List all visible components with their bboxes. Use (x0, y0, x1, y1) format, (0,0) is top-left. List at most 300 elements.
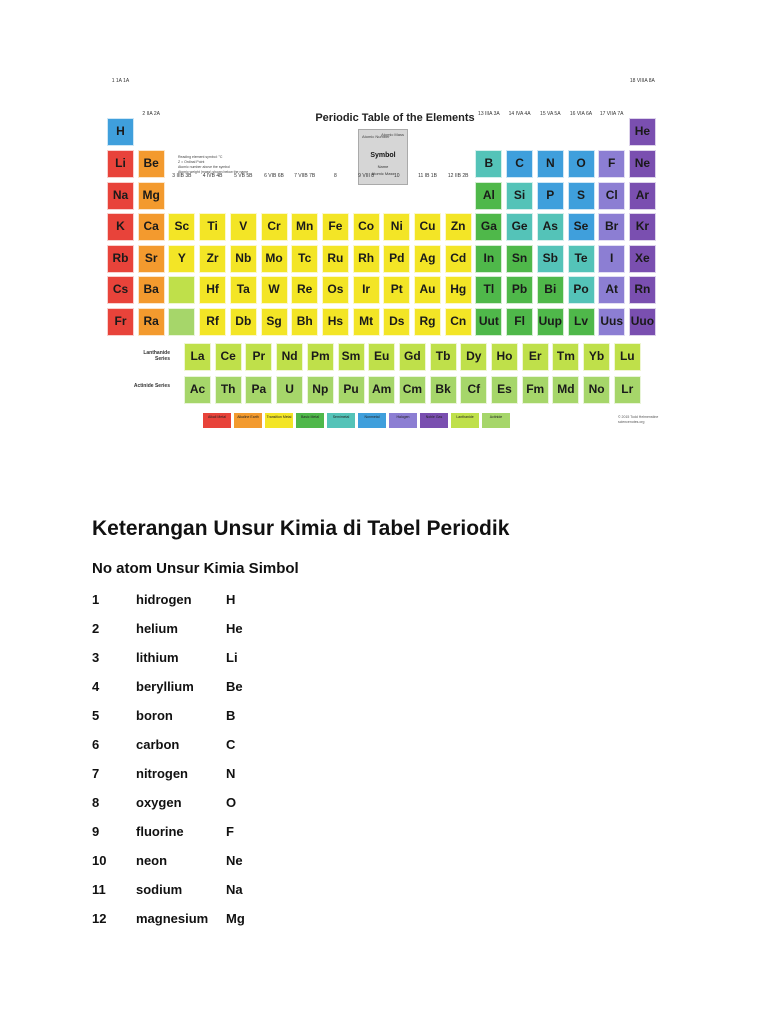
element-cell-cs (107, 276, 134, 304)
element-symbol: Ce (220, 349, 236, 363)
element-symbol: Nb (235, 250, 252, 265)
element-symbol: Kr (635, 219, 650, 233)
element-symbol: Ra (143, 313, 159, 328)
element-symbol: Uup (538, 313, 562, 328)
element-symbol: Xe (635, 250, 650, 265)
legend-swatch: Nonmetal (358, 413, 386, 428)
element-symbol: Cl (605, 187, 618, 202)
element-cell-no (583, 376, 610, 404)
element-symbol: Sm (341, 349, 361, 363)
element-cell-au (414, 276, 441, 304)
element-symbol: Ds (389, 313, 405, 328)
key-atomic-mass: Atomic Mass (381, 132, 404, 137)
group-label: 18 VIIIA 8A (629, 78, 655, 84)
element-symbol: Zr (206, 250, 219, 265)
element-cell-fr (107, 308, 134, 336)
element-symbol: Pb (511, 282, 528, 296)
key-mass-label: Atomic Mass (371, 171, 395, 176)
group-label: 10 (394, 173, 400, 179)
element-symbol: He (226, 621, 243, 636)
element-cell-rb (107, 245, 134, 273)
element-symbol: Mt (359, 313, 374, 328)
element-cell-ce (215, 343, 242, 371)
element-cell-po (568, 276, 595, 304)
row-number: 8 (92, 795, 100, 810)
element-name: boron (136, 708, 173, 723)
legend-swatch: Lanthanide (451, 413, 479, 428)
element-symbol: Hf (206, 282, 219, 296)
element-symbol: Au (419, 282, 436, 296)
element-cell-lu (614, 343, 641, 371)
row-number: 6 (92, 737, 100, 752)
element-symbol: Tl (483, 282, 495, 296)
element-cell-cr (261, 213, 288, 241)
table-note (178, 155, 288, 175)
element-symbol: Ar (635, 187, 650, 202)
element-symbol: U (285, 382, 294, 396)
element-cell-mt (353, 308, 380, 336)
element-name: sodium (136, 882, 183, 897)
element-symbol: Cm (402, 382, 423, 396)
element-cell-yb (583, 343, 610, 371)
element-cell-sm (338, 343, 365, 371)
group-label: 1 1A 1A (111, 78, 130, 84)
element-cell-n (537, 150, 564, 178)
element-symbol: Ge (511, 219, 528, 233)
element-cell-bi (537, 276, 564, 304)
element-symbol: Ir (362, 282, 371, 296)
group-label: 17 VIIA 7A (599, 111, 624, 117)
element-cell-ge (506, 213, 533, 241)
row-number: 7 (92, 766, 100, 781)
element-cell-rg (414, 308, 441, 336)
document-heading: Keterangan Unsur Kimia di Tabel Periodik (92, 517, 510, 540)
element-cell-am (368, 376, 395, 404)
element-row (0, 621, 768, 641)
element-symbol: Mg (142, 187, 160, 202)
element-symbol: Co (358, 219, 375, 233)
element-cell-ga (475, 213, 502, 241)
element-cell-os (322, 276, 349, 304)
element-cell-er (522, 343, 549, 371)
element-cell-tl (475, 276, 502, 304)
element-symbol: Rg (419, 313, 436, 328)
element-symbol: B (226, 708, 236, 723)
legend-swatch: Actinide (482, 413, 510, 428)
element-cell-he (629, 118, 656, 146)
element-symbol: Tc (298, 250, 312, 265)
element-cell-re (291, 276, 318, 304)
element-cell-ru (322, 245, 349, 273)
note-line: Atomic number above the symbol (178, 165, 230, 169)
element-symbol: Eu (374, 349, 390, 363)
element-cell-md (552, 376, 579, 404)
element-cell-ir (353, 276, 380, 304)
element-symbol: Sn (511, 250, 528, 265)
element-name: lithium (136, 650, 179, 665)
element-symbol: Ac (189, 382, 206, 396)
element-symbol: Th (220, 382, 236, 396)
element-symbol: Mg (226, 911, 245, 926)
periodic-table-image (90, 78, 680, 445)
element-symbol: Be (143, 156, 159, 170)
series-placeholder-cell (168, 276, 195, 304)
element-symbol: Li (226, 650, 238, 665)
element-cell-ni (383, 213, 410, 241)
element-cell-fe (322, 213, 349, 241)
element-symbol: Am (372, 382, 392, 396)
element-cell-eu (368, 343, 395, 371)
element-symbol: Ru (327, 250, 344, 265)
element-symbol: O (576, 156, 586, 170)
element-symbol: B (484, 156, 494, 170)
element-symbol: Ne (634, 156, 651, 170)
element-symbol: F (608, 156, 616, 170)
element-cell-tb (430, 343, 457, 371)
element-symbol: Y (177, 250, 186, 265)
element-symbol: V (239, 219, 248, 233)
group-label: 14 IVA 4A (508, 111, 531, 117)
element-row (0, 882, 768, 902)
element-symbol: Ho (496, 349, 513, 363)
element-cell-sc (168, 213, 195, 241)
element-symbol: Uut (478, 313, 499, 328)
element-cell-xe (629, 245, 656, 273)
element-cell-cu (414, 213, 441, 241)
element-symbol: Rn (634, 282, 651, 296)
element-cell-as (537, 213, 564, 241)
element-cell-mo (261, 245, 288, 273)
group-label: 9 VIII 8 (358, 173, 375, 179)
element-symbol: Ag (419, 250, 436, 265)
element-symbol: At (605, 282, 619, 296)
element-symbol: Gd (404, 349, 421, 363)
element-symbol: Fm (526, 382, 545, 396)
element-symbol: Ca (143, 219, 159, 233)
element-symbol: Lv (573, 313, 588, 328)
element-symbol: Lr (621, 382, 634, 396)
element-cell-hg (445, 276, 472, 304)
table-column-heading: No atom Unsur Kimia Simbol (92, 560, 299, 577)
element-cell-pu (338, 376, 365, 404)
element-cell-lr (614, 376, 641, 404)
element-symbol: Mn (296, 219, 314, 233)
element-symbol: Ni (390, 219, 403, 233)
element-symbol: Mo (265, 250, 283, 265)
element-cell-y (168, 245, 195, 273)
element-name: carbon (136, 737, 180, 752)
element-cell-na (107, 182, 134, 210)
key-name: Name (377, 164, 389, 169)
element-cell-be (138, 150, 165, 178)
key-symbol: Symbol (370, 152, 396, 159)
element-symbol: Uus (600, 313, 624, 328)
element-cell-uuo (629, 308, 656, 336)
element-symbol: Ne (226, 853, 243, 868)
element-cell-rh (353, 245, 380, 273)
element-cell-cf (460, 376, 487, 404)
element-cell-cl (598, 182, 625, 210)
element-symbol: H (116, 124, 125, 138)
element-symbol: Br (605, 219, 619, 233)
element-symbol: Ba (143, 282, 159, 296)
element-cell-lv (568, 308, 595, 336)
element-symbol: Se (573, 219, 589, 233)
row-number: 2 (92, 621, 100, 636)
element-cell-th (215, 376, 242, 404)
legend-swatch: Alkaline Earth (234, 413, 262, 428)
element-symbol: Na (226, 882, 243, 897)
element-symbol: Tm (556, 349, 575, 363)
row-number: 12 (92, 911, 107, 926)
element-cell-br (598, 213, 625, 241)
element-cell-zr (199, 245, 226, 273)
element-row (0, 592, 768, 612)
element-symbol: Te (574, 250, 588, 265)
element-cell-ds (383, 308, 410, 336)
element-cell-p (537, 182, 564, 210)
lanthanide-series-label: Lanthanide Series (143, 350, 170, 362)
element-cell-cm (399, 376, 426, 404)
element-symbol: Bi (544, 282, 557, 296)
element-symbol: No (588, 382, 605, 396)
group-label: 16 VIA 6A (569, 111, 593, 117)
row-number: 3 (92, 650, 100, 665)
element-symbol: N (226, 766, 236, 781)
element-cell-ta (230, 276, 257, 304)
note-line: Reading element symbol: °C (178, 155, 223, 159)
element-cell-pb (506, 276, 533, 304)
element-cell-k (107, 213, 134, 241)
element-cell-ca (138, 213, 165, 241)
element-cell-uus (598, 308, 625, 336)
element-symbol: Na (112, 187, 129, 202)
element-symbol: Fr (114, 313, 127, 328)
element-cell-i (598, 245, 625, 273)
element-cell-pa (245, 376, 272, 404)
element-row (0, 679, 768, 699)
element-cell-la (184, 343, 211, 371)
element-symbol: Es (497, 382, 512, 396)
element-symbol: F (226, 824, 234, 839)
element-cell-b (475, 150, 502, 178)
element-row (0, 853, 768, 873)
element-cell-se (568, 213, 595, 241)
element-symbol: Li (115, 156, 126, 170)
element-symbol: Yb (588, 349, 605, 363)
group-label: 6 VIB 6B (264, 173, 284, 179)
element-symbol: Dy (466, 349, 482, 363)
element-cell-in (475, 245, 502, 273)
row-number: 11 (92, 882, 106, 897)
element-symbol: P (546, 187, 555, 202)
element-cell-si (506, 182, 533, 210)
element-cell-np (307, 376, 334, 404)
element-cell-ne (629, 150, 656, 178)
element-symbol: Sr (144, 250, 158, 265)
element-symbol: W (268, 282, 280, 296)
legend-swatch: Noble Gas (420, 413, 448, 428)
element-symbol: Tb (435, 349, 451, 363)
element-symbol: Er (528, 349, 542, 363)
element-row (0, 911, 768, 931)
element-symbol: Cn (450, 313, 467, 328)
element-cell-fl (506, 308, 533, 336)
element-cell-li (107, 150, 134, 178)
element-symbol: Pu (343, 382, 359, 396)
element-symbol: Sc (174, 219, 190, 233)
element-name: beryllium (136, 679, 194, 694)
legend-swatch: Transition Metal (265, 413, 293, 428)
series-placeholder-cell (168, 308, 195, 336)
element-symbol: Rh (358, 250, 375, 265)
group-label: 3 IIIB 3B (172, 173, 192, 179)
element-symbol: Pa (251, 382, 267, 396)
element-cell-al (475, 182, 502, 210)
copyright-text: © 2015 Todd Helmenstine sciencenotes.org (618, 415, 659, 424)
element-cell-pm (307, 343, 334, 371)
element-cell-ti (199, 213, 226, 241)
row-number: 1 (92, 592, 100, 607)
element-symbol: Sg (266, 313, 282, 328)
element-symbol: Np (312, 382, 329, 396)
element-cell-bh (291, 308, 318, 336)
element-cell-ar (629, 182, 656, 210)
element-cell-tc (291, 245, 318, 273)
group-label: 12 IIB 2B (447, 173, 469, 179)
element-cell-sg (261, 308, 288, 336)
element-cell-ba (138, 276, 165, 304)
element-cell-pd (383, 245, 410, 273)
element-symbol: Si (513, 187, 526, 202)
element-cell-u (276, 376, 303, 404)
group-label: 4 IVB 4B (202, 173, 223, 179)
element-name: hidrogen (136, 592, 192, 607)
element-symbol: C (226, 737, 236, 752)
element-symbol: Hg (450, 282, 467, 296)
element-symbol: Zn (450, 219, 466, 233)
element-symbol: As (542, 219, 558, 233)
element-symbol: Sb (542, 250, 558, 265)
element-symbol: C (515, 156, 524, 170)
element-cell-mg (138, 182, 165, 210)
element-cell-fm (522, 376, 549, 404)
note-line: Atomic weight (mass) shown below the name (178, 170, 249, 174)
element-symbol: K (116, 219, 125, 233)
element-cell-at (598, 276, 625, 304)
legend-swatch: Basic Metal (296, 413, 324, 428)
element-symbol: Fe (328, 219, 343, 233)
legend-swatch: Alkali Metal (203, 413, 231, 428)
element-cell-o (568, 150, 595, 178)
element-cell-ra (138, 308, 165, 336)
element-row (0, 708, 768, 728)
element-symbol: Pt (390, 282, 403, 296)
element-symbol: Ti (207, 219, 218, 233)
element-symbol: H (226, 592, 236, 607)
element-symbol: Hs (327, 313, 344, 328)
element-symbol: In (483, 250, 495, 265)
element-symbol: Pr (252, 349, 266, 363)
element-cell-pr (245, 343, 272, 371)
element-cell-mn (291, 213, 318, 241)
element-cell-zn (445, 213, 472, 241)
element-symbol: Os (327, 282, 344, 296)
element-cell-cn (445, 308, 472, 336)
element-symbol: Cd (450, 250, 467, 265)
element-symbol: N (545, 156, 555, 170)
element-cell-te (568, 245, 595, 273)
element-cell-c (506, 150, 533, 178)
element-cell-tm (552, 343, 579, 371)
element-cell-rf (199, 308, 226, 336)
row-number: 10 (92, 853, 107, 868)
element-symbol: Uuo (630, 313, 655, 328)
element-symbol: Md (557, 382, 575, 396)
element-symbol: Ga (480, 219, 497, 233)
element-name: fluorine (136, 824, 184, 839)
element-symbol: I (610, 250, 614, 265)
element-name: nitrogen (136, 766, 188, 781)
element-row (0, 766, 768, 786)
element-cell-sb (537, 245, 564, 273)
element-symbol: Nd (281, 349, 298, 363)
element-symbol: Cu (419, 219, 436, 233)
element-symbol: Cs (112, 282, 129, 296)
element-cell-rn (629, 276, 656, 304)
element-cell-v (230, 213, 257, 241)
group-label: 2 IIA 2A (142, 111, 160, 117)
element-cell-es (491, 376, 518, 404)
element-symbol: Po (573, 282, 589, 296)
row-number: 5 (92, 708, 100, 723)
element-symbol: Cf (467, 382, 481, 396)
element-name: oxygen (136, 795, 182, 810)
element-symbol: Al (482, 187, 495, 202)
element-cell-f (598, 150, 625, 178)
element-cell-hf (199, 276, 226, 304)
element-name: neon (136, 853, 168, 868)
element-symbol: He (634, 124, 651, 138)
row-number: 9 (92, 824, 100, 839)
element-cell-nd (276, 343, 303, 371)
element-symbol: Re (297, 282, 313, 296)
element-cell-gd (399, 343, 426, 371)
element-cell-ag (414, 245, 441, 273)
element-symbol: Rb (112, 250, 129, 265)
element-cell-ho (491, 343, 518, 371)
element-cell-w (261, 276, 288, 304)
element-symbol: Ta (236, 282, 250, 296)
legend-swatch: Semimetal (327, 413, 355, 428)
element-name: magnesium (136, 911, 209, 926)
group-label: 13 IIIA 3A (478, 111, 500, 117)
element-cell-h (107, 118, 134, 146)
element-cell-ac (184, 376, 211, 404)
note-line: Z = Ordinal Point (178, 160, 205, 164)
element-symbol: S (576, 187, 585, 202)
element-cell-uup (537, 308, 564, 336)
element-symbol: Rf (206, 313, 219, 328)
element-symbol: Lu (619, 349, 635, 363)
element-cell-db (230, 308, 257, 336)
element-symbol: Pd (389, 250, 405, 265)
legend-swatch: Halogen (389, 413, 417, 428)
group-label: 7 VIIB 7B (294, 173, 316, 179)
group-label: 5 VB 5B (234, 173, 253, 179)
element-symbol: La (190, 349, 205, 363)
element-name: helium (136, 621, 178, 636)
